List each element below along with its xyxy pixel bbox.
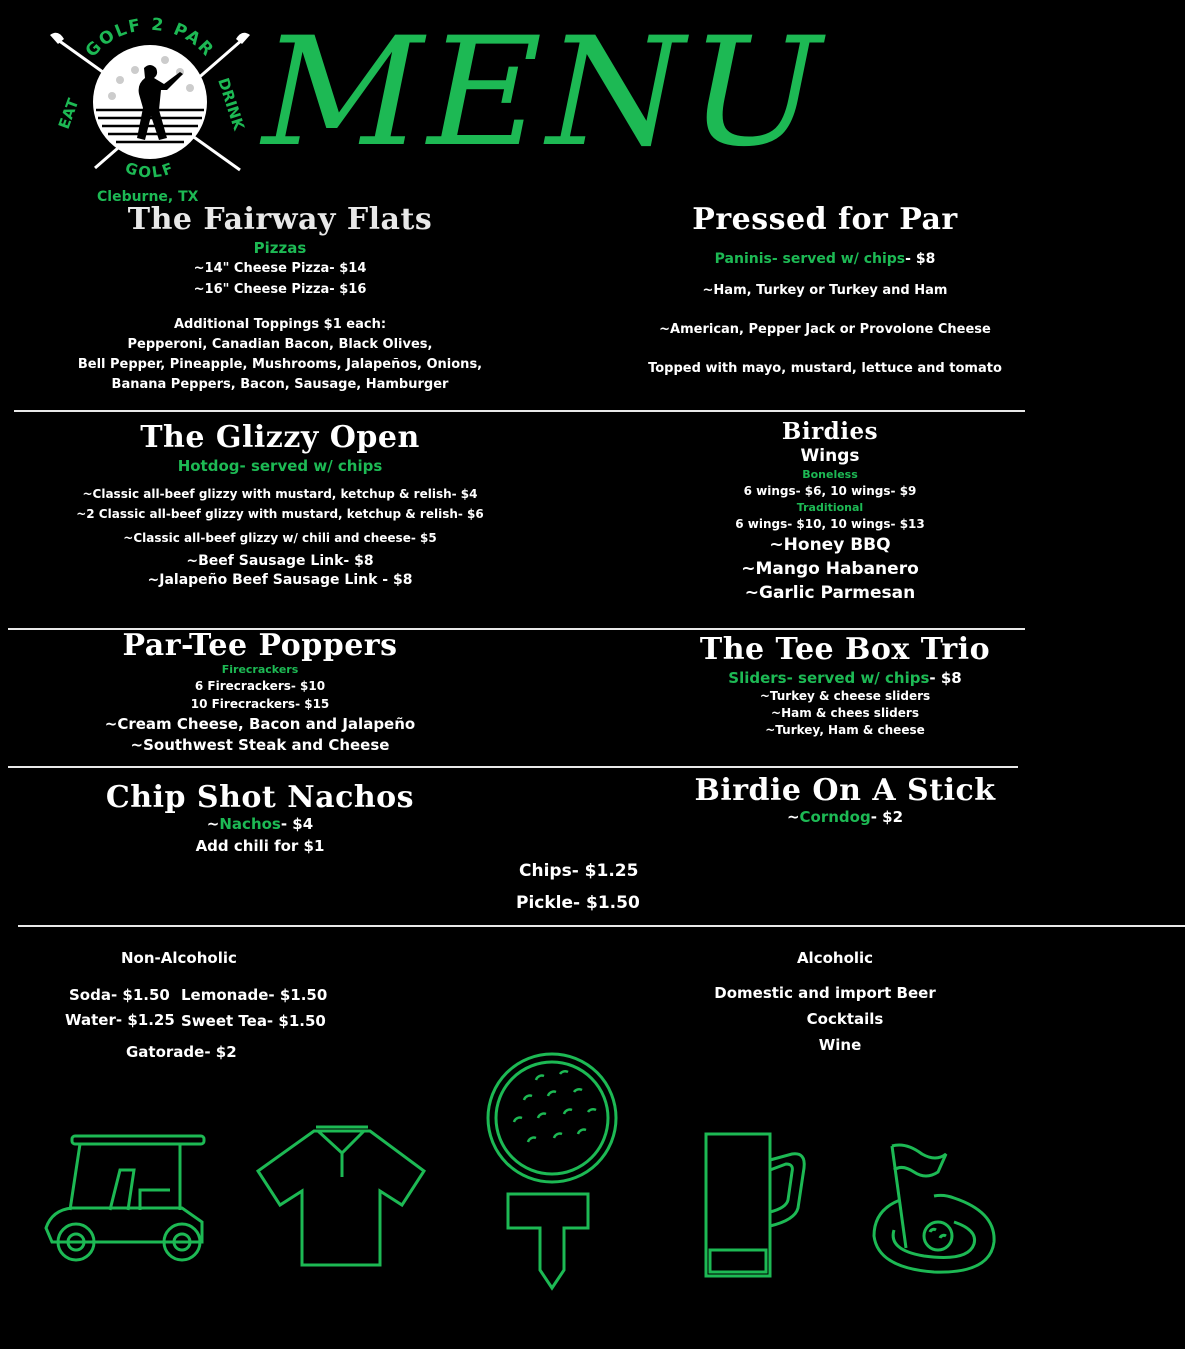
section-price: - $4 — [280, 815, 314, 833]
drink-sweet-tea: Sweet Tea- $1.50 — [181, 1012, 326, 1030]
beer-mug-icon — [700, 1130, 810, 1285]
menu-item: 6 Firecrackers- $10 — [194, 679, 326, 693]
section-heading: Birdies — [781, 418, 879, 445]
non-alcoholic-title: Non-Alcoholic — [121, 949, 237, 967]
item-prefix: ~ — [206, 815, 220, 833]
section-subheading: Hotdog- served w/ chips — [177, 457, 383, 475]
menu-item: ~Cream Cheese, Bacon and Jalapeño — [104, 715, 416, 733]
alcoholic-title: Alcoholic — [796, 949, 874, 967]
section-heading: The Tee Box Trio — [699, 632, 991, 667]
menu-item: ~Jalapeño Beef Sausage Link - $8 — [147, 572, 413, 588]
menu-item: ~Beef Sausage Link- $8 — [186, 553, 374, 569]
logo — [40, 10, 260, 195]
section-fairway-flats — [60, 202, 500, 392]
section-chip-shot-nachos — [60, 780, 460, 855]
section-glizzy-open — [50, 420, 510, 588]
side-item-chips: Chips- $1.25 — [519, 861, 639, 881]
section-heading: The Fairway Flats — [127, 202, 433, 237]
menu-item: ~Classic all-beef glizzy w/ chili and cheese- $5 — [123, 531, 437, 545]
section-subheading: Pizzas — [253, 239, 307, 257]
toppings-line: Banana Peppers, Bacon, Sausage, Hamburger — [111, 377, 449, 392]
menu-item: ~14" Cheese Pizza- $14 — [193, 261, 367, 276]
item-prefix: ~ — [786, 808, 800, 826]
menu-item: ~Southwest Steak and Cheese — [130, 736, 390, 754]
divider — [14, 410, 1025, 412]
drink-item: Cocktails — [806, 1010, 884, 1028]
toppings-line: Pepperoni, Canadian Bacon, Black Olives, — [127, 337, 433, 352]
drink-gatorade: Gatorade- $2 — [126, 1043, 237, 1061]
logo-arc-bottom: GOLF — [122, 158, 178, 182]
section-heading: The Glizzy Open — [140, 420, 420, 455]
logo-emblem — [40, 10, 260, 195]
drink-item: Wine — [818, 1036, 862, 1054]
polo-shirt-icon — [252, 1125, 430, 1270]
menu-item: ~Ham, Turkey or Turkey and Ham — [702, 283, 948, 298]
svg-text:GOLF — [123, 159, 177, 182]
divider — [8, 766, 1018, 768]
golf-ball-on-tee-icon — [484, 1050, 620, 1295]
section-birdies — [680, 418, 980, 603]
drink-water: Water- $1.25 — [65, 1011, 175, 1029]
divider — [18, 925, 1185, 927]
section-price: - $8 — [905, 251, 936, 267]
section-price: - $8 — [929, 669, 962, 687]
flag-in-hole-icon — [866, 1140, 996, 1280]
section-subheading: Nachos — [219, 815, 281, 833]
menu-item: Add chili for $1 — [195, 837, 325, 855]
page-title: MENU — [262, 6, 826, 180]
section-price: - $2 — [870, 808, 904, 826]
toppings-title: Additional Toppings $1 each: — [173, 317, 387, 332]
section-par-tee-poppers — [60, 628, 460, 754]
menu-item: ~2 Classic all-beef glizzy with mustard, ketchup & relish- $6 — [76, 507, 484, 521]
section-heading: Par-Tee Poppers — [122, 628, 398, 663]
section-heading: Birdie On A Stick — [694, 773, 996, 808]
menu-item: ~Turkey & cheese sliders — [759, 689, 931, 703]
section-subheading: Firecrackers — [221, 663, 299, 676]
flavor-item: ~Mango Habanero — [741, 559, 919, 579]
traditional-label: Traditional — [796, 501, 864, 514]
section-subheading: Corndog — [799, 808, 871, 826]
section-subheading: Sliders- served w/ chips — [728, 669, 930, 687]
drink-soda: Soda- $1.50 — [69, 986, 170, 1004]
menu-item: ~American, Pepper Jack or Provolone Cheese — [659, 322, 991, 337]
menu-item: ~Ham & chees sliders — [771, 706, 919, 720]
location-label: Cleburne, TX — [97, 189, 199, 205]
logo-arc-top: GOLF 2 PAR — [81, 14, 219, 62]
section-heading: Pressed for Par — [692, 202, 958, 237]
drink-item: Domestic and import Beer — [714, 984, 936, 1002]
menu-item: ~16" Cheese Pizza- $16 — [193, 282, 367, 297]
section-pressed-for-par — [625, 202, 1025, 376]
boneless-label: Boneless — [802, 468, 858, 481]
section-tee-box-trio — [660, 632, 1030, 737]
flavor-item: ~Honey BBQ — [769, 535, 891, 555]
section-alcoholic — [690, 949, 980, 1054]
menu-item: ~Classic all-beef glizzy with mustard, ketchup & relish- $4 — [82, 487, 478, 501]
side-item-pickle: Pickle- $1.50 — [516, 893, 640, 913]
wings-label: Wings — [800, 446, 860, 466]
toppings-line: Bell Pepper, Pineapple, Mushrooms, Jalapeños, Onions, — [77, 357, 483, 372]
section-subheading: Paninis- served w/ chips — [714, 251, 906, 267]
traditional-prices: 6 wings- $10, 10 wings- $13 — [735, 517, 925, 531]
drink-lemonade: Lemonade- $1.50 — [181, 986, 328, 1004]
section-birdie-on-a-stick — [660, 773, 1030, 826]
flavor-item: ~Garlic Parmesan — [744, 583, 916, 603]
golf-cart-icon — [40, 1130, 210, 1270]
logo-arc-left: EAT — [54, 96, 83, 132]
boneless-prices: 6 wings- $6, 10 wings- $9 — [743, 484, 917, 498]
logo-arc-right: DRINK — [214, 75, 248, 133]
menu-item: 10 Firecrackers- $15 — [190, 697, 330, 711]
menu-item: Topped with mayo, mustard, lettuce and tomato — [648, 361, 1002, 376]
menu-item: ~Turkey, Ham & cheese — [765, 723, 925, 737]
section-heading: Chip Shot Nachos — [105, 780, 415, 815]
